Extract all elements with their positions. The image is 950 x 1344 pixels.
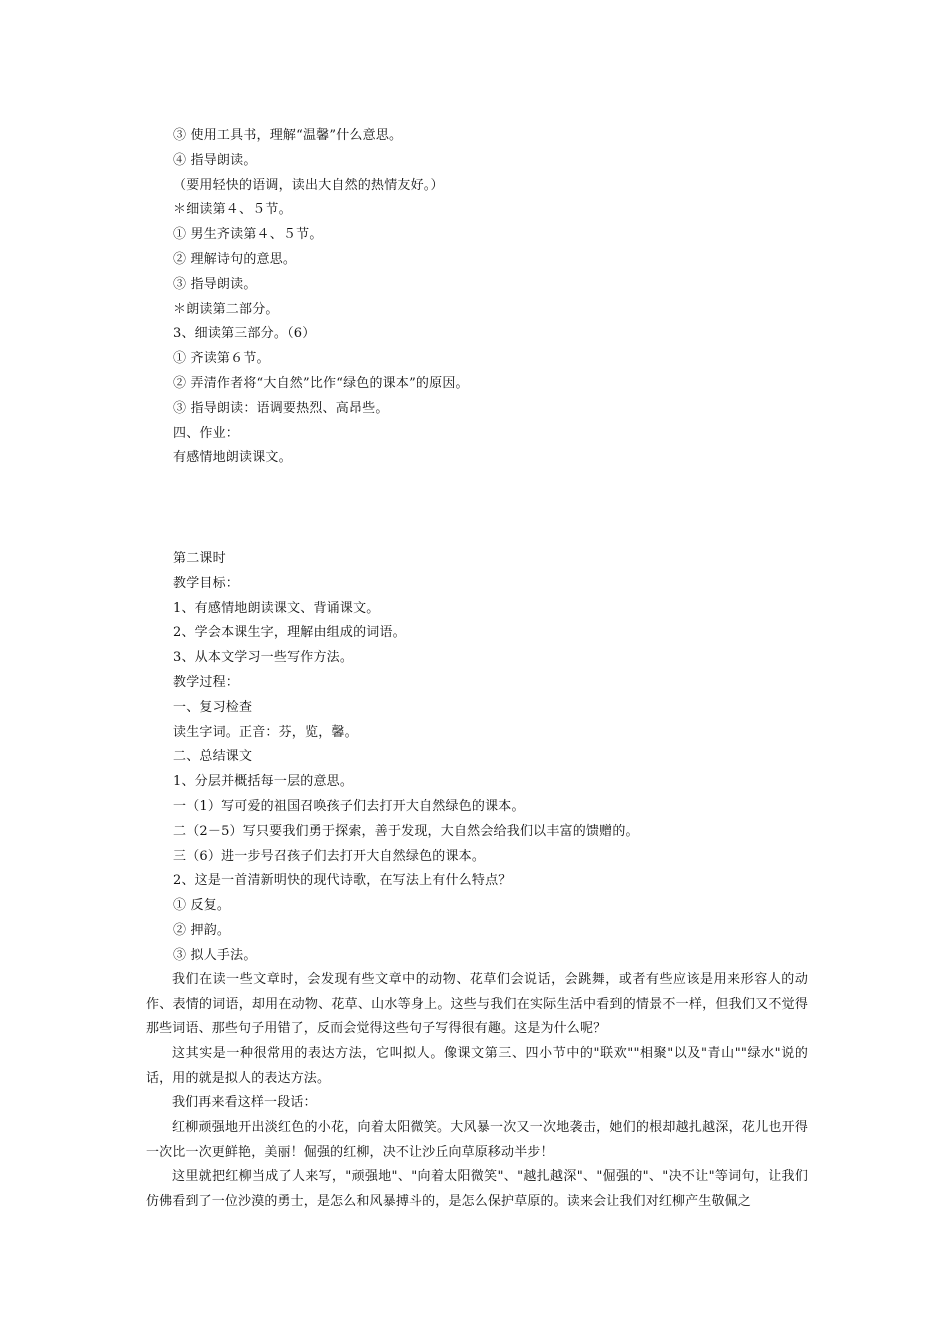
body-paragraph: 红柳顽强地开出淡红色的小花，向着太阳微笑。大风暴一次又一次地袭击，她们的根却越扎越深，花儿也开得一次比一次更鲜艳，美丽！倔强的红柳，决不让沙丘向草原移动半步！ (146, 1120, 808, 1160)
text-line: 二（2－5）写只要我们勇于探索，善于发现，大自然会给我们以丰富的馈赠的。 (173, 823, 639, 839)
text-line: 1、分层并概括每一层的意思。 (173, 774, 354, 790)
text-line: 二、总结课文 (173, 749, 253, 765)
text-line: ③ 指导朗读：语调要热烈、高昂些。 (173, 400, 389, 416)
text-line: 教学过程： (173, 674, 240, 690)
section-two (173, 547, 813, 969)
text-line: 2、这是一首清新明快的现代诗歌，在写法上有什么特点？ (173, 873, 512, 889)
text-line: 读生字词。正音：芬，览，馨。 (173, 724, 358, 740)
text-line: ① 齐读第６节。 (173, 351, 270, 367)
text-line: ③ 指导朗读。 (173, 276, 257, 292)
text-line: 四、作业： (173, 425, 240, 441)
text-line: ③ 拟人手法。 (173, 947, 257, 963)
text-line: 3、从本文学习一些写作方法。 (173, 650, 354, 666)
body-paragraph: 我们在读一些文章时，会发现有些文章中的动物、花草们会说话，会跳舞，或者有些应该是用来形容人的动作、表情的词语，却用在动物、花草、山水等身上。这些与我们在实际生活中看到的情景不一样，但我们又不觉得那些词语、那些句子用错了，反而会觉得这些句子写得很有趣。这是为什么呢？ (146, 972, 808, 1037)
lesson-heading: 第二课时 (173, 551, 226, 566)
text-line: ② 弄清作者将“大自然”比作“绿色的课本”的原因。 (173, 375, 469, 391)
text-line: 一、复习检查 (173, 699, 253, 715)
text-line: （要用轻快的语调，读出大自然的热情友好。） (173, 177, 444, 193)
text-line: 1、有感情地朗读课文、背诵课文。 (173, 600, 380, 616)
text-line: ① 男生齐读第４、５节。 (173, 227, 323, 243)
text-line: ② 理解诗句的意思。 (173, 251, 297, 267)
section-one (173, 124, 813, 471)
text-line: ＊细读第４、５节。 (173, 202, 292, 218)
text-line: 一（1）写可爱的祖国召唤孩子们去打开大自然绿色的课本。 (173, 798, 525, 814)
body-paragraph: 我们再来看这样一段话： (172, 1095, 317, 1110)
text-line: 3、细读第三部分。（6） (173, 326, 316, 342)
text-line: 2、学会本课生字，理解由组成的词语。 (173, 625, 406, 641)
text-line: ① 反复。 (173, 898, 231, 914)
body-paragraph: 这里就把红柳当成了人来写，"顽强地"、"向着太阳微笑"、"越扎越深"、"倔强的"、"决不让"等词句，让我们仿佛看到了一位沙漠的勇士，是怎么和风暴搏斗的，是怎么保护草原的。读来会让我们对红柳产生敬佩之 (146, 1169, 808, 1209)
text-line: 三（6）进一步号召孩子们去打开大自然绿色的课本。 (173, 848, 486, 864)
text-line: ③ 使用工具书，理解“温馨”什么意思。 (173, 128, 403, 143)
text-line: 有感情地朗读课文。 (173, 450, 292, 466)
body-paragraph: 这其实是一种很常用的表达方法，它叫拟人。像课文第三、四小节中的"联欢""相聚"以及"青山""绿水"说的话，用的就是拟人的表达方法。 (146, 1046, 808, 1086)
text-line: ② 押韵。 (173, 922, 231, 938)
text-line: 教学目标： (173, 575, 240, 591)
text-line: ④ 指导朗读。 (173, 152, 257, 168)
text-line: ＊朗读第二部分。 (173, 301, 279, 317)
